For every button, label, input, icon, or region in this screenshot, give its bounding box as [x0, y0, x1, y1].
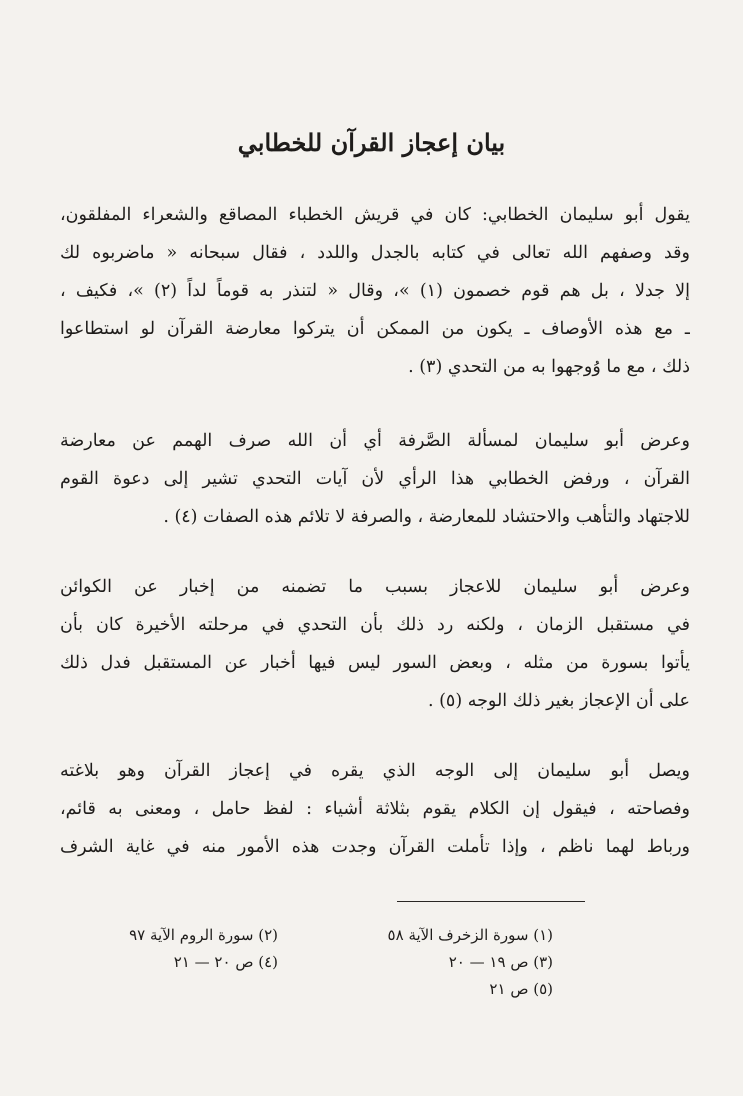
text-line: إلا جدلا ، بل هم قوم خصمون (١) »، وقال « لتنذر به قوماً لداً (٢) »، فكيف ،: [60, 281, 690, 301]
text-line: القرآن ، ورفض الخطابي هذا الرأي لأن آيات التحدي تشير إلى دعوة القوم: [60, 469, 690, 489]
paragraph-1: [60, 196, 690, 386]
paragraph-2: [60, 422, 690, 536]
page-title: بيان إعجاز القرآن للخطابي: [237, 128, 506, 157]
footnote-1: (١) سورة الزخرف الآية ٥٨: [387, 926, 553, 944]
text-line: وفصاحته ، فيقول إن الكلام يقوم بثلاثة أشياء : لفظ حامل ، ومعنى به قائم،: [60, 799, 690, 819]
text-line: يقول أبو سليمان الخطابي: كان في قريش الخطباء المصاقع والشعراء المفلقون،: [60, 205, 690, 225]
footnotes-left-column: [129, 922, 278, 976]
text-line: ذلك ، مع ما وُوجهوا به من التحدي (٣) .: [408, 357, 690, 377]
paragraph-4: [60, 752, 690, 866]
footnotes-right-column: [388, 922, 553, 1003]
text-line: وعرض أبو سليمان لمسألة الصَّرفة أي أن الله صرف الهمم عن معارضة: [60, 431, 690, 451]
footnote-4: (٤) ص ٢٠ — ٢١: [173, 953, 278, 971]
text-line: وقد وصفهم الله تعالى في كتابه بالجدل واللدد ، فقال سبحانه « ماضربوه لك: [60, 243, 690, 263]
text-line: ويصل أبو سليمان إلى الوجه الذي يقره في إعجاز القرآن وهو بلاغته: [60, 761, 690, 781]
footnote-3: (٣) ص ١٩ — ٢٠: [448, 953, 553, 971]
text-line: ورباط لهما ناظم ، وإذا تأملت القرآن وجدت هذه الأمور منه في غاية الشرف: [60, 837, 690, 857]
text-line: ـ مع هذه الأوصاف ـ يكون من الممكن أن يتركوا معارضة القرآن لو استطاعوا: [60, 319, 690, 339]
footnote-5: (٥) ص ٢١: [489, 980, 553, 998]
paragraph-3: [60, 568, 690, 720]
text-line: وعرض أبو سليمان للاعجاز بسبب ما تضمنه من إخبار عن الكوائن: [60, 577, 690, 597]
footnote-divider: [397, 901, 585, 902]
footnote-2: (٢) سورة الروم الآية ٩٧: [129, 926, 278, 944]
text-line: في مستقبل الزمان ، ولكنه رد ذلك بأن التحدي في مرحلته الأخيرة كان بأن: [60, 615, 690, 635]
text-line: للاجتهاد والتأهب والاحتشاد للمعارضة ، والصرفة لا تلائم هذه الصفات (٤) .: [163, 507, 690, 527]
text-line: على أن الإعجاز بغير ذلك الوجه (٥) .: [427, 691, 690, 711]
text-line: يأتوا بسورة من مثله ، وبعض السور ليس فيها أخبار عن المستقبل فدل ذلك: [60, 653, 690, 673]
